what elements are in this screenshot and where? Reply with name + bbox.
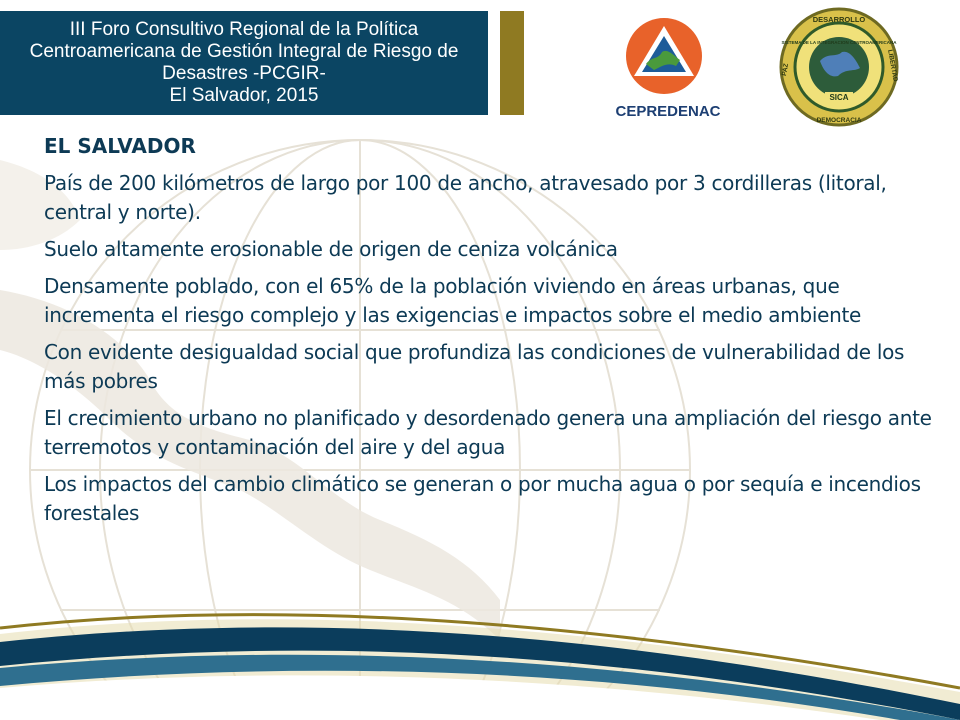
gold-accent-bar xyxy=(500,11,524,115)
sica-left-text: PAZ xyxy=(780,62,791,77)
sica-top-text: DESARROLLO xyxy=(812,15,866,24)
sica-right-text: LIBERTAD xyxy=(886,49,899,83)
paragraph-4: Con evidente desigualdad social que profundiza las condiciones de vulnerabilidad de los más pobres xyxy=(44,340,905,393)
paragraph-3: Densamente poblado, con el 65% de la población viviendo en áreas urbanas, que incrementa el riesgo complejo y las exigencias e impactos sobre el medio ambiente xyxy=(44,274,862,327)
cepredenac-logo-text: CEPREDENAC xyxy=(615,103,721,120)
bottom-swoosh xyxy=(0,596,960,720)
sica-ring-text: SISTEMA DE LA INTEGRACION CENTROAMERICANA xyxy=(781,40,897,45)
sica-bottom-text: DEMOCRACIA xyxy=(816,117,862,124)
paragraph-5: El crecimiento urbano no planificado y desordenado genera una ampliación del riesgo ante terremotos y contaminación del aire y del agua xyxy=(44,406,932,459)
paragraph-1: País de 200 kilómetros de largo por 100 de ancho, atravesado por 3 cordilleras (litoral, central y norte). xyxy=(44,171,887,224)
header-line-2: Centroamericana de Gestión Integral de Riesgo de xyxy=(29,41,459,62)
header-line-3: Desastres -PCGIR- xyxy=(162,63,326,84)
slide-heading: EL SALVADOR xyxy=(44,134,196,158)
paragraph-6: Los impactos del cambio climático se generan o por mucha agua o por sequía e incendios forestales xyxy=(44,472,921,525)
header-line-4: El Salvador, 2015 xyxy=(169,85,319,106)
paragraph-2: Suelo altamente erosionable de origen de ceniza volcánica xyxy=(44,237,618,261)
cepredenac-logo xyxy=(598,12,738,122)
slide-content xyxy=(44,133,934,536)
header-line-1: III Foro Consultivo Regional de la Política xyxy=(69,19,419,40)
sica-center-text: SICA xyxy=(829,93,849,102)
header-title-box xyxy=(0,11,488,115)
sica-seal-logo xyxy=(778,6,900,128)
